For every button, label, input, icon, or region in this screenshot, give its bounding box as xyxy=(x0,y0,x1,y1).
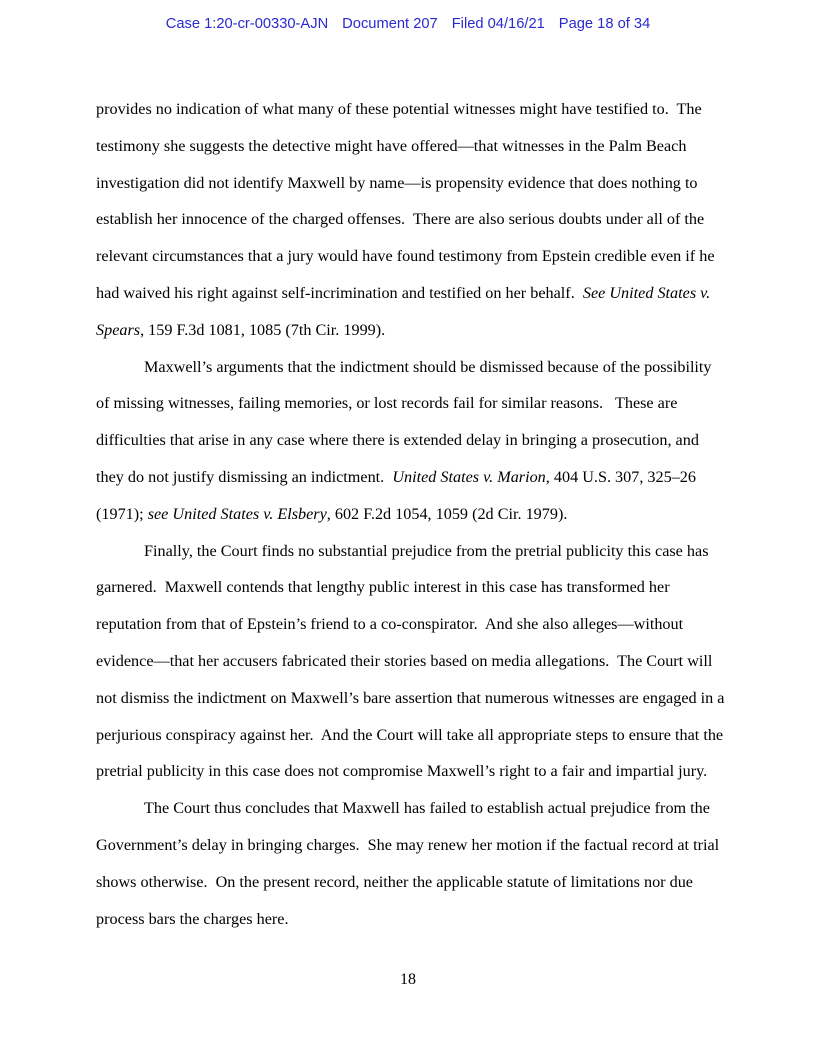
text-line: provides no indication of what many of these potential witnesses might have testified to. The xyxy=(96,100,702,118)
text-line: The Court thus concludes that Maxwell has failed to establish actual prejudice from the xyxy=(144,799,710,818)
text-line: shows otherwise. On the present record, neither the applicable statute of limitations nor due xyxy=(96,872,693,891)
text-line: difficulties that arise in any case where there is extended delay in bringing a prosecution, and xyxy=(96,431,699,450)
text-line: reputation from that of Epstein’s friend to a co-conspirator. And she also alleges—without xyxy=(96,615,684,634)
text-line: not dismiss the indictment on Maxwell’s bare assertion that numerous witnesses are engaged in a xyxy=(96,688,725,707)
document-body xyxy=(96,99,725,945)
text-line: had waived his right against self-incrimination and testified on her behalf. See United States v. xyxy=(96,283,711,302)
ecf-case-number: Case 1:20-cr-00330-AJN xyxy=(165,16,329,32)
ecf-document-number: Document 207 xyxy=(342,16,438,32)
text-line: garnered. Maxwell contends that lengthy public interest in this case has transformed her xyxy=(96,578,670,597)
ecf-filed-date: Filed 04/16/21 xyxy=(451,16,545,32)
text-line: pretrial publicity in this case does not compromise Maxwell’s right to a fair and impartial jury. xyxy=(96,762,708,781)
text-line: relevant circumstances that a jury would have found testimony from Epstein credible even if he xyxy=(96,247,715,266)
text-line: of missing witnesses, failing memories, or lost records fail for similar reasons. These are xyxy=(96,394,678,413)
text-line: Government’s delay in bringing charges. She may renew her motion if the factual record at trial xyxy=(96,835,720,854)
text-line: Maxwell’s arguments that the indictment should be dismissed because of the possibility xyxy=(144,357,712,376)
text-line: establish her innocence of the charged offenses. There are also serious doubts under all of the xyxy=(96,210,705,229)
text-line: Finally, the Court finds no substantial prejudice from the pretrial publicity this case has xyxy=(144,541,709,560)
text-line: process bars the charges here. xyxy=(96,909,289,928)
text-line: testimony she suggests the detective might have offered—that witnesses in the Palm Beach xyxy=(96,136,687,155)
text-line: evidence—that her accusers fabricated their stories based on media allegations. The Court will xyxy=(96,651,713,670)
text-line: (1971); see United States v. Elsbery, 602 F.2d 1054, 1059 (2d Cir. 1979). xyxy=(96,504,568,523)
page-number: 18 xyxy=(400,971,416,988)
text-line: perjurious conspiracy against her. And the Court will take all appropriate steps to ensure that the xyxy=(96,725,724,744)
ecf-page-count: Page 18 of 34 xyxy=(558,16,651,32)
page-footer xyxy=(0,971,816,989)
text-line: they do not justify dismissing an indictment. United States v. Marion, 404 U.S. 307, 325–26 xyxy=(96,467,696,486)
text-line: investigation did not identify Maxwell by name—is propensity evidence that does nothing to xyxy=(96,173,698,192)
text-line: Spears, 159 F.3d 1081, 1085 (7th Cir. 1999). xyxy=(96,320,386,339)
ecf-stamp-header xyxy=(0,16,816,32)
